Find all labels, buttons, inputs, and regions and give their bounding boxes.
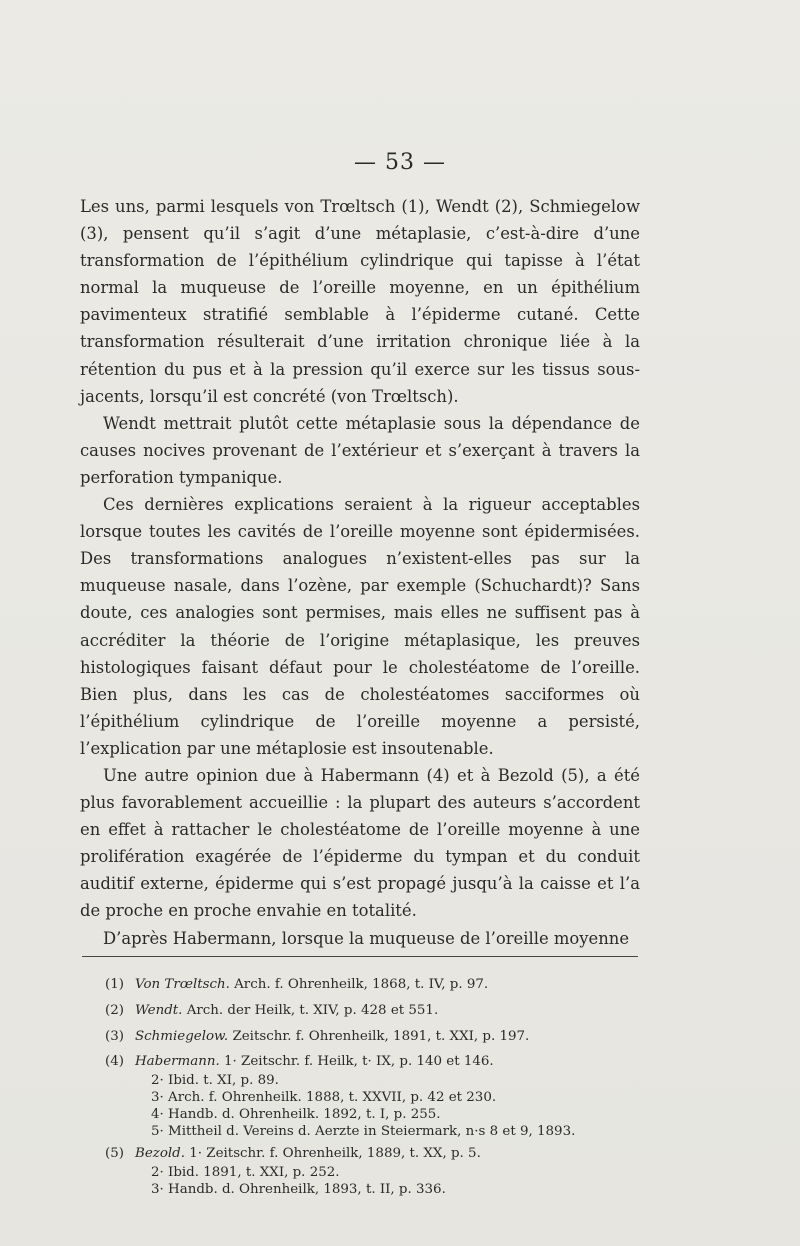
footnote-reference: 1· Zeitschr. f. Heilk, t· IX, p. 140 et 146.: [224, 1054, 494, 1069]
footnote-reference: 2· Ibid. t. XI, p. 89.: [151, 1073, 279, 1088]
paragraph: Ces dernières explications seraient à la rigueur acceptables lorsque toutes les cavités de l’oreille moyenne sont épidermisées. Des transformations analogues n’existent-elles pas sur la muqueuse nasale, dans l’ozène, par exemple (Schuchardt)? Sans doute, ces analogies sont permises, mais elles ne suffisent pas à accréditer la théorie de l’origine métaplasique, les preuves histologiques faisant défaut pour le cholestéatome de l’oreille. Bien plus, dans les cas de cholestéatomes sacciformes où l’épithélium cylindrique de l’oreille moyenne a persisté, l’explication par une métaplosie est insoutenable.: [80, 495, 640, 758]
footnotes: [105, 974, 645, 1198]
footnote-divider: [82, 956, 638, 957]
footnote-reference: Arch. der Heilk, t. XIV, p. 428 et 551.: [186, 1003, 439, 1018]
footnote-4: [105, 1052, 645, 1140]
footnote-author: Von Trœltsch.: [135, 977, 230, 992]
footnote-mark: (1): [105, 977, 124, 992]
footnote-reference: 5· Mittheil d. Vereins d. Aerzte in Steiermark, n·s 8 et 9, 1893.: [151, 1124, 576, 1139]
paragraph: Wendt mettrait plutôt cette métaplasie sous la dépendance de causes nocives provenant de l’extérieur et s’exerçant à travers la perforation tympanique.: [80, 413, 640, 487]
paragraph: Une autre opinion due à Habermann (4) et à Bezold (5), a été plus favorablement accueillie : la plupart des auteurs s’accordent en effet à rattacher le cholestéatome de l’oreille moyenne à une prolifération exagérée de l’épiderme du tympan et du conduit auditif externe, épiderme qui s’est propagé jusqu’à la caisse et l’a de proche en proche envahie en totalité.: [80, 765, 640, 921]
footnote-mark: (5): [105, 1146, 124, 1161]
footnote-author: Wendt.: [135, 1003, 183, 1018]
footnote-reference: 2· Ibid. 1891, t. XXI, p. 252.: [151, 1165, 340, 1180]
paragraph: D’après Habermann, lorsque la muqueuse de l’oreille moyenne: [103, 928, 630, 948]
footnote-mark: (4): [105, 1054, 124, 1069]
paragraph: Les uns, parmi lesquels von Trœltsch (1), Wendt (2), Schmiegelow (3), pensent qu’il s’agit d’une métaplasie, c’est-à-dire d’une transformation de l’épithélium cylindrique qui tapisse à l’état normal la muqueuse de l’oreille moyenne, en un épithélium pavimenteux stratifié semblable à l’épiderme cutané. Cette transformation résulterait d’une irritation chronique liée à la rétention du pus et à la pression qu’il exerce sur les tissus sous-jacents, lorsqu’il est concrété (von Trœltsch).: [80, 197, 640, 406]
footnote-3: [105, 1026, 645, 1048]
footnote-5: [105, 1144, 645, 1198]
footnote-reference: 3· Handb. d. Ohrenheilk, 1893, t. II, p. 336.: [151, 1182, 446, 1197]
footnote-reference: 3· Arch. f. Ohrenheilk. 1888, t. XXVII, p. 42 et 230.: [151, 1090, 497, 1105]
page-number: — 53 —: [354, 150, 446, 175]
footnote-reference: Arch. f. Ohrenheilk, 1868, t. IV, p. 97.: [234, 977, 489, 992]
footnote-reference: 1· Zeitschr. f. Ohrenheilk, 1889, t. XX, p. 5.: [189, 1146, 481, 1161]
footnote-author: Habermann.: [135, 1054, 220, 1069]
footnote-2: [105, 1000, 645, 1022]
footnote-author: Bezold.: [135, 1146, 185, 1161]
footnote-1: [105, 974, 645, 996]
footnote-reference: Zeitschr. f. Ohrenheilk, 1891, t. XXI, p. 197.: [232, 1029, 530, 1044]
footnote-mark: (2): [105, 1003, 124, 1018]
footnote-reference: 4· Handb. d. Ohrenheilk. 1892, t. I, p. 255.: [151, 1107, 441, 1122]
footnote-mark: (3): [105, 1029, 124, 1044]
body-text: [80, 193, 640, 952]
footnote-author: Schmiegelow.: [135, 1029, 229, 1044]
